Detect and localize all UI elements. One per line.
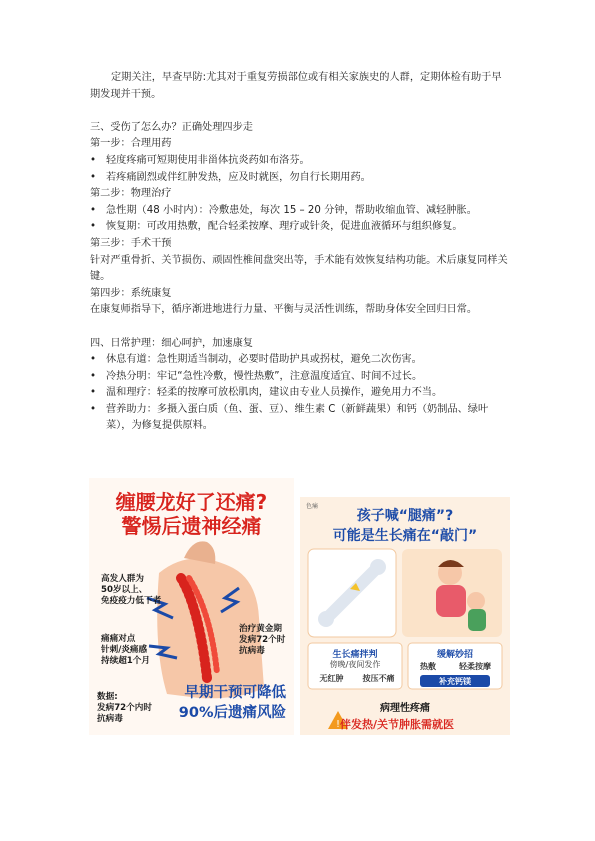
list-item: • 休息有道：急性期适当制动，必要时借助护具或拐杖，避免二次伤害。 <box>90 354 422 366</box>
section3-heading: 三、受伤了怎么办？正确处理四步走 <box>90 121 253 133</box>
step2-title: 第二步：物理治疗 <box>90 188 172 200</box>
step4-title: 第四步：系统康复 <box>90 287 172 299</box>
poster-bottom-line2: 90%后遗痛风险 <box>178 705 286 721</box>
list-item: • 急性期（48 小时内）：冷敷患处，每次 15 – 20 分钟，帮助收缩血管、减轻肿胀。 <box>90 204 477 216</box>
list-item: • 若疼痛剧烈或伴红肿发热，应及时就医，勿自行长期用药。 <box>90 171 371 183</box>
shingles-poster-image <box>89 478 294 735</box>
poster-title: 缠腰龙好了还痛? <box>115 490 268 514</box>
note-data: 数据: 发病72个内时 抗病毒 <box>97 692 152 724</box>
note-age: 高发人群为 50岁以上、 免疫疫力低下者 <box>101 574 162 606</box>
step4-text: 在康复师指导下，循序渐进地进行力量、平衡与灵活性训练，帮助身体安全回归日常。 <box>90 304 478 316</box>
poster-subtitle: 警惕后遗神经痛 <box>121 514 262 538</box>
relief-item-b: 轻柔按摩 <box>459 662 491 671</box>
svg-text:!: ! <box>335 719 341 730</box>
relief-item-c: 补充钙镁 <box>439 677 471 686</box>
step3-title: 第三步：手术干预 <box>90 237 172 249</box>
document-text <box>90 70 510 435</box>
list-item: • 营养助力：多摄入蛋白质（鱼、蛋、豆）、维生素 C（新鲜蔬果）和钙（奶制品、绿叶菜），为修复提供原料。 <box>90 403 489 432</box>
poster-bottom-line1: 早期干预可降低 <box>184 685 286 701</box>
section4-heading: 四、日常护理：细心呵护，加速康复 <box>90 337 253 349</box>
list-item: • 温和理疗：轻柔的按摩可放松肌肉，建议由专业人员操作，避免用力不当。 <box>90 387 443 399</box>
judge-item-b: 按压不痛 <box>362 674 395 683</box>
note-pain: 痛痛对点 针刺/炎痛感 持续超1个月 <box>101 634 150 666</box>
poster-tag: 色痛 <box>306 503 319 510</box>
intro-paragraph: 定期关注，早查早防:尤其对于重复劳损部位或有相关家族史的人群，定期体检有助于早期发现并干预。 <box>90 72 502 100</box>
poster-subtitle: 可能是生长痛在“敲门” <box>332 528 478 544</box>
list-item: • 冷热分明：牢记“急性冷敷，慢性热敷”，注意温度适宜、时间不过长。 <box>90 370 423 382</box>
list-item: • 轻度疼痛可短期使用非甾体抗炎药如布洛芬。 <box>90 154 310 166</box>
step1-title: 第一步：合理用药 <box>90 138 172 150</box>
judge-title: 生长痛拌判 <box>332 650 378 660</box>
judge-item-a: 无红肿 <box>319 674 344 683</box>
note-golden: 治疗黄金期 发病72个时 抗病毒 <box>239 624 286 656</box>
relief-title: 缓解妙招 <box>436 650 473 660</box>
judge-subtitle: 傍晚/夜间发作 <box>329 660 381 669</box>
poster-title: 孩子喊“腿痛”? <box>356 508 454 524</box>
pathology-title: 病理性疼痛 <box>380 703 430 714</box>
step3-text: 针对严重骨折、关节损伤、顽固性椎间盘突出等，手术能有效恢复结构功能。术后康复同样关键。 <box>90 254 508 283</box>
relief-item-a: 热敷 <box>420 662 436 671</box>
list-item: • 恢复期：可改用热敷，配合轻柔按摩、理疗或针灸，促进血液循环与组织修复。 <box>90 221 463 233</box>
warning-text: 伴发热/关节肿胀需就医 <box>340 718 455 731</box>
growing-pains-poster-image <box>300 497 510 735</box>
